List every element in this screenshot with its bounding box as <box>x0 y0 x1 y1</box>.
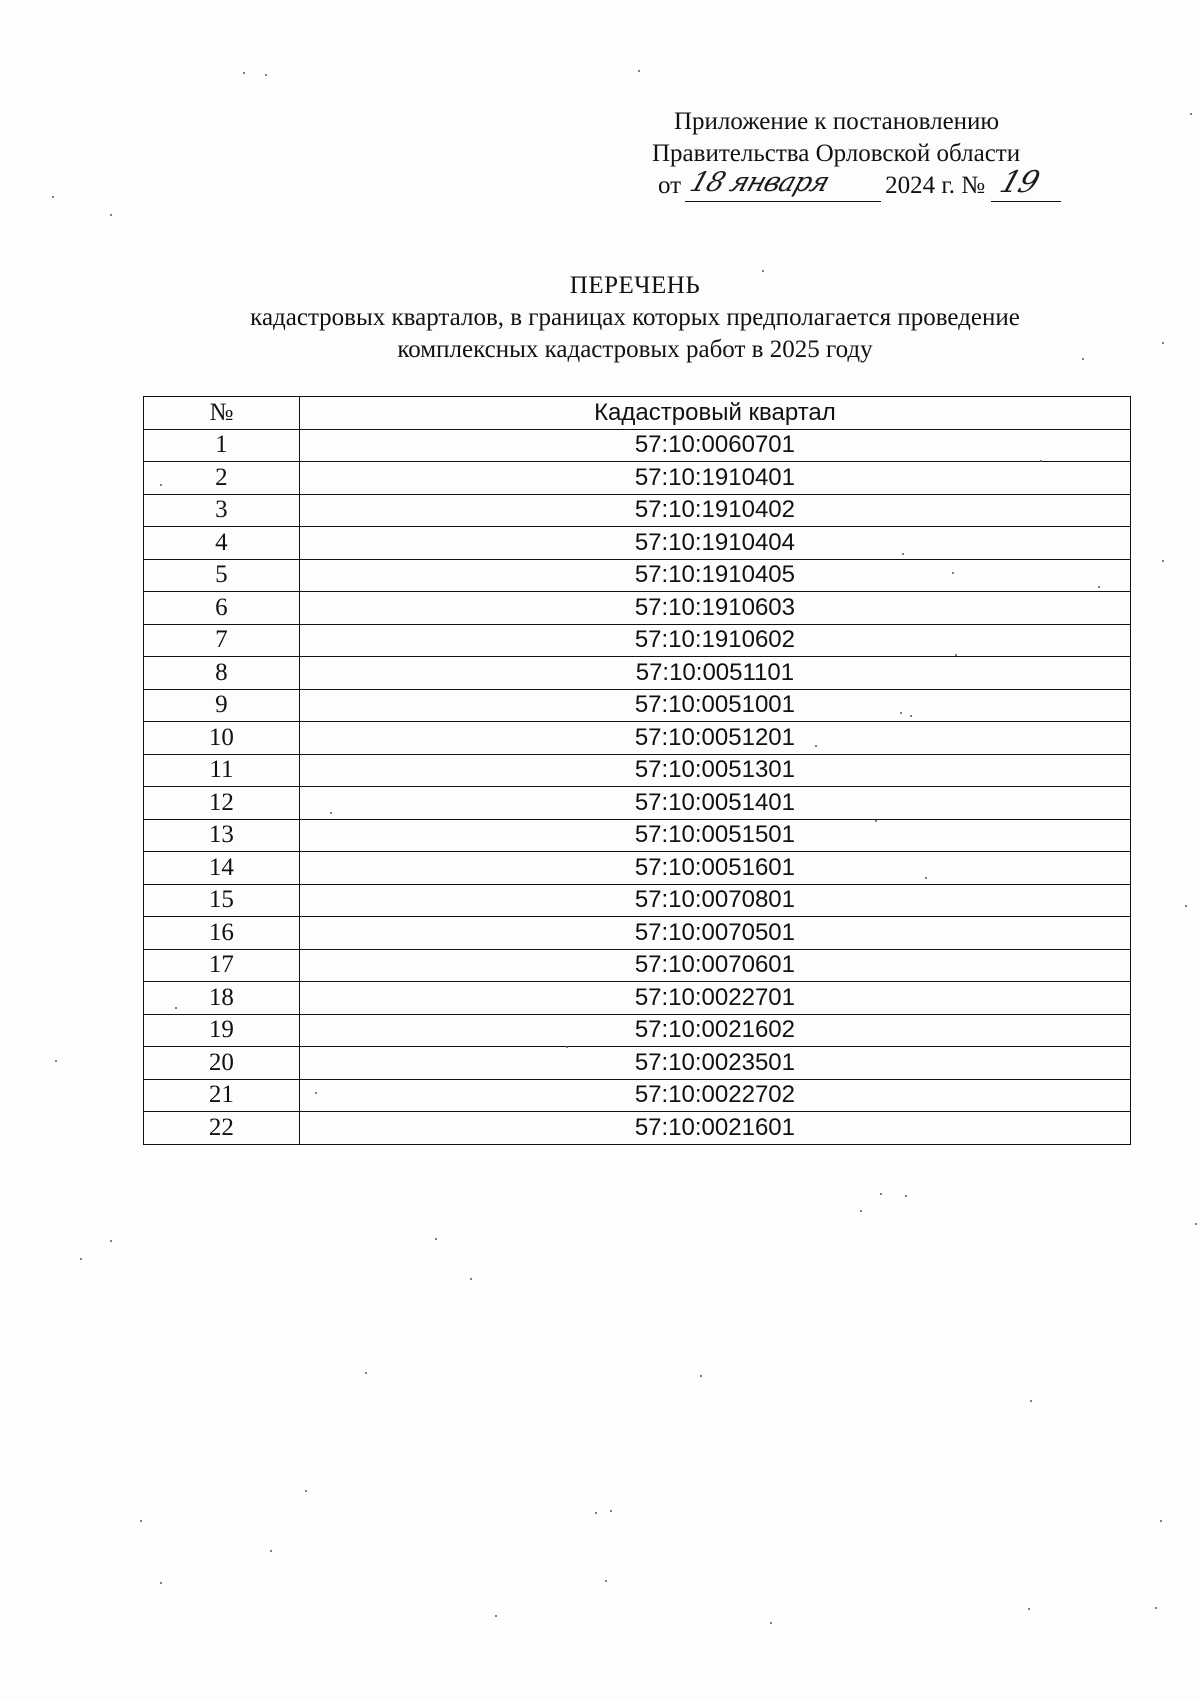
row-number-cell: 9 <box>144 689 300 722</box>
cadastral-quarter-cell: 57:10:0023501 <box>299 1047 1130 1080</box>
scan-speck <box>595 1512 597 1514</box>
scan-speck <box>160 1582 162 1584</box>
row-number-cell: 17 <box>144 949 300 982</box>
scan-speck <box>1040 460 1042 462</box>
scan-speck <box>902 553 904 555</box>
scan-speck <box>243 72 245 74</box>
column-header-number: № <box>144 397 300 430</box>
scan-speck <box>770 1622 772 1624</box>
cadastral-quarter-cell: 57:10:1910602 <box>299 624 1130 657</box>
column-header-cadastral-quarter: Кадастровый квартал <box>299 397 1130 430</box>
scan-speck <box>875 820 877 822</box>
scan-speck <box>160 484 162 486</box>
cadastral-quarter-cell: 57:10:0070601 <box>299 949 1130 982</box>
cadastral-quarter-cell: 57:10:0051201 <box>299 722 1130 755</box>
scan-speck <box>52 196 54 198</box>
row-number-cell: 20 <box>144 1047 300 1080</box>
scan-speck <box>605 1580 607 1582</box>
scan-speck <box>80 1258 82 1260</box>
cadastral-quarter-cell: 57:10:0051601 <box>299 852 1130 885</box>
row-number-cell: 2 <box>144 462 300 495</box>
table-row <box>144 624 1131 657</box>
cadastral-quarter-cell: 57:10:0022701 <box>299 982 1130 1015</box>
scan-speck <box>435 1238 437 1240</box>
table-row <box>144 1112 1131 1145</box>
table-row <box>144 1047 1131 1080</box>
cadastral-quarter-cell: 57:10:0051401 <box>299 787 1130 820</box>
row-number-cell: 6 <box>144 592 300 625</box>
appendix-reference <box>640 106 1100 202</box>
scan-speck <box>55 1060 57 1062</box>
scan-speck <box>1162 342 1164 344</box>
row-number-cell: 22 <box>144 1112 300 1145</box>
scan-speck <box>470 1278 472 1280</box>
scan-speck <box>566 1046 568 1048</box>
scan-speck <box>1028 1608 1030 1610</box>
handwritten-number: 19 <box>995 165 1044 200</box>
table-row <box>144 852 1131 885</box>
row-number-cell: 21 <box>144 1079 300 1112</box>
row-number-cell: 19 <box>144 1014 300 1047</box>
table-row <box>144 787 1131 820</box>
table-row <box>144 527 1131 560</box>
cadastral-quarter-cell: 57:10:0070501 <box>299 917 1130 950</box>
cadastral-quarter-cell: 57:10:0022702 <box>299 1079 1130 1112</box>
cadastral-quarters-table <box>143 396 1131 1145</box>
cadastral-quarter-cell: 57:10:0021602 <box>299 1014 1130 1047</box>
table-row <box>144 754 1131 787</box>
scan-speck <box>925 877 927 879</box>
date-blank <box>685 167 881 202</box>
row-number-cell: 18 <box>144 982 300 1015</box>
scan-speck <box>110 214 112 216</box>
row-number-cell: 10 <box>144 722 300 755</box>
scan-speck <box>900 712 902 714</box>
cadastral-quarter-cell: 57:10:0070801 <box>299 884 1130 917</box>
scan-speck <box>1185 905 1187 907</box>
scan-speck <box>365 1372 367 1374</box>
table-row <box>144 982 1131 1015</box>
row-number-cell: 7 <box>144 624 300 657</box>
scan-speck <box>638 70 640 72</box>
scan-speck <box>140 1520 142 1522</box>
scan-speck <box>330 812 332 814</box>
table-row <box>144 559 1131 592</box>
table-row <box>144 949 1131 982</box>
table-row <box>144 429 1131 462</box>
scan-speck <box>880 1193 882 1195</box>
year-and-number-label: 2024 г. № <box>885 172 986 199</box>
table-row <box>144 1014 1131 1047</box>
cadastral-quarter-cell: 57:10:1910603 <box>299 592 1130 625</box>
scan-speck <box>952 572 954 574</box>
scan-speck <box>315 1092 317 1094</box>
cadastral-quarter-cell: 57:10:0051101 <box>299 657 1130 690</box>
cadastral-quarter-cell: 57:10:1910402 <box>299 494 1130 527</box>
scan-speck <box>860 1210 862 1212</box>
row-number-cell: 4 <box>144 527 300 560</box>
cadastral-quarter-cell: 57:10:0051301 <box>299 754 1130 787</box>
scan-speck <box>305 1490 307 1492</box>
scan-speck <box>1160 1520 1162 1522</box>
scan-speck <box>110 1240 112 1242</box>
scan-speck <box>1155 1607 1157 1609</box>
cadastral-quarter-cell: 57:10:0051501 <box>299 819 1130 852</box>
scan-speck <box>270 1550 272 1552</box>
table-row <box>144 657 1131 690</box>
row-number-cell: 13 <box>144 819 300 852</box>
cadastral-quarter-cell: 57:10:0051001 <box>299 689 1130 722</box>
appendix-line-2: Правительства Орловской области <box>652 140 1021 167</box>
cadastral-quarter-cell: 57:10:1910404 <box>299 527 1130 560</box>
scan-speck <box>905 1195 907 1197</box>
scan-speck <box>910 715 912 717</box>
table-body <box>144 429 1131 1144</box>
scan-speck <box>265 74 267 76</box>
date-prefix: от <box>658 172 682 199</box>
title-subtitle-line-1: кадастровых кварталов, в границах которых предполагается проведение <box>250 304 1020 331</box>
table-row <box>144 494 1131 527</box>
table-row <box>144 917 1131 950</box>
scan-speck <box>700 1375 702 1377</box>
handwritten-date: 18 января <box>686 167 833 198</box>
scan-speck <box>495 1615 497 1617</box>
cadastral-quarter-cell: 57:10:1910405 <box>299 559 1130 592</box>
row-number-cell: 16 <box>144 917 300 950</box>
table-row <box>144 722 1131 755</box>
cadastral-quarter-cell: 57:10:1910401 <box>299 462 1130 495</box>
scan-speck <box>610 1510 612 1512</box>
table-row <box>144 1079 1131 1112</box>
table-row <box>144 592 1131 625</box>
scan-speck <box>1030 1400 1032 1402</box>
table-row <box>144 819 1131 852</box>
table-row <box>144 689 1131 722</box>
title-heading: ПЕРЕЧЕНЬ <box>569 272 701 299</box>
scan-speck <box>1082 358 1084 360</box>
scan-speck <box>955 654 957 656</box>
cadastral-quarter-cell: 57:10:0021601 <box>299 1112 1130 1145</box>
row-number-cell: 11 <box>144 754 300 787</box>
row-number-cell: 1 <box>144 429 300 462</box>
scan-speck <box>175 1007 177 1009</box>
table-header-row <box>144 397 1131 430</box>
scan-speck <box>1098 586 1100 588</box>
table-row <box>144 462 1131 495</box>
cadastral-quarter-cell: 57:10:0060701 <box>299 429 1130 462</box>
number-blank <box>991 165 1061 202</box>
scan-speck <box>1190 113 1192 115</box>
scan-speck <box>762 270 764 272</box>
scan-speck <box>815 745 817 747</box>
table-row <box>144 884 1131 917</box>
title-subtitle-line-2: комплексных кадастровых работ в 2025 году <box>397 336 873 363</box>
document-title <box>0 270 1200 366</box>
row-number-cell: 8 <box>144 657 300 690</box>
scan-speck <box>1162 560 1164 562</box>
row-number-cell: 15 <box>144 884 300 917</box>
appendix-line-3 <box>640 165 1100 202</box>
row-number-cell: 12 <box>144 787 300 820</box>
row-number-cell: 3 <box>144 494 300 527</box>
scan-speck <box>1195 1223 1197 1225</box>
appendix-line-1: Приложение к постановлению <box>674 108 1000 135</box>
row-number-cell: 14 <box>144 852 300 885</box>
row-number-cell: 5 <box>144 559 300 592</box>
